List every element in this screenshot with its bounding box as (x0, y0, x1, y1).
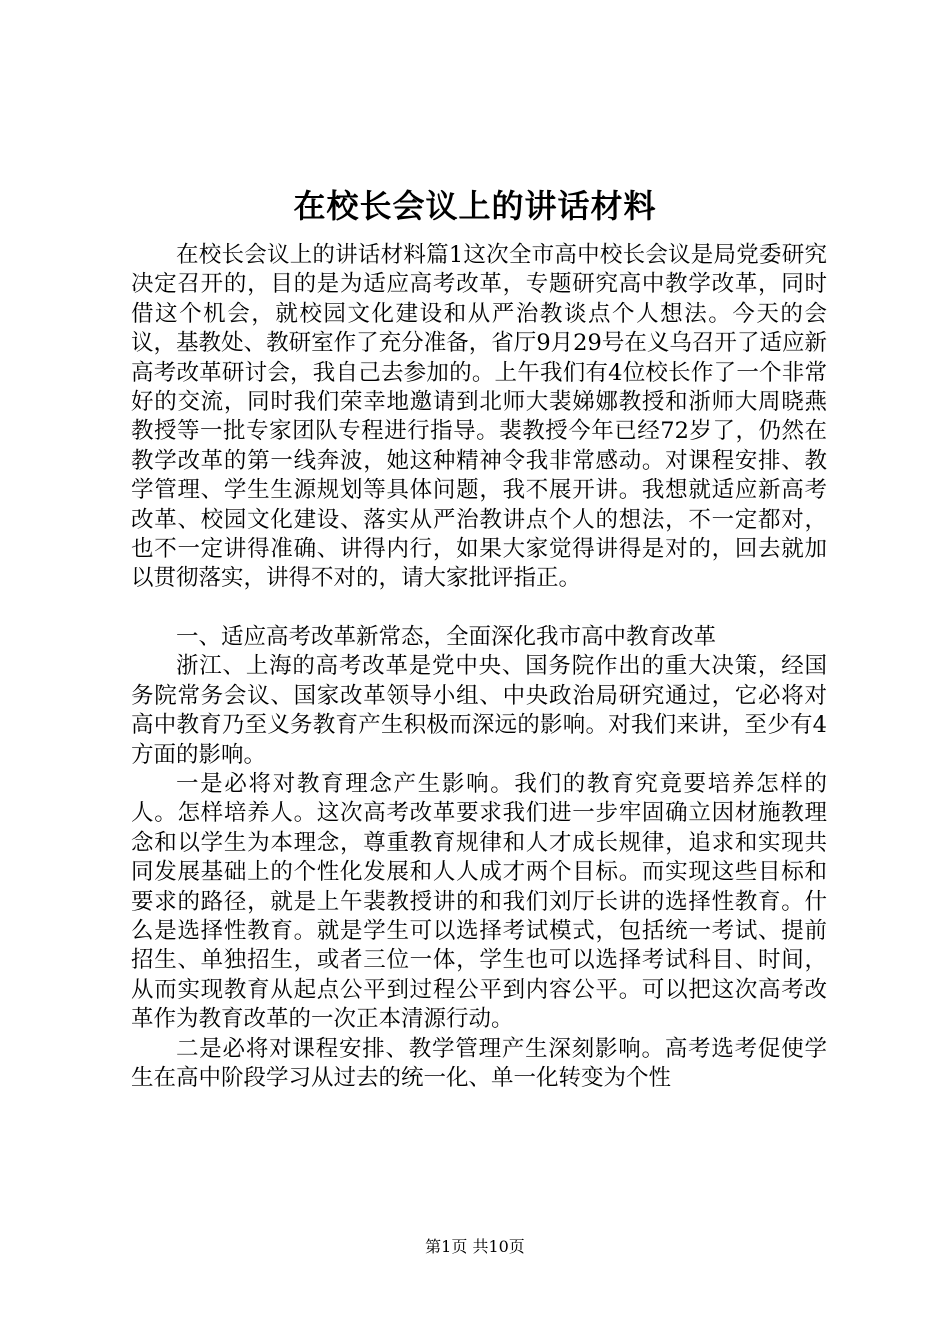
paragraph-point-two: 二是必将对课程安排、教学管理产生深刻影响。高考选考促使学生在高中阶段学习从过去的统一化、单一化转变为个性 (131, 1035, 827, 1091)
document-body (131, 241, 827, 1093)
paragraph-intro: 在校长会议上的讲话材料篇1这次全市高中校长会议是局党委研究决定召开的，目的是为适应高考改革，专题研究高中教学改革，同时借这个机会，就校园文化建设和从严治教谈点个人想法。今天的会议，基教处、教研室作了充分准备，省厅9月29号在义乌召开了适应新高考改革研讨会，我自己去参加的。上午我们有4位校长作了一个非常好的交流，同时我们荣幸地邀请到北师大裴娣娜教授和浙师大周晓燕教授等一批专家团队专程进行指导。裴教授今年已经72岁了，仍然在教学改革的第一线奔波，她这种精神令我非常感动。对课程安排、教学管理、学生生源规划等具体问题，我不展开讲。我想就适应新高考改革、校园文化建设、落实从严治教讲点个人的想法，不一定都对，也不一定讲得准确、讲得内行，如果大家觉得讲得是对的，回去就加以贯彻落实，讲得不对的，请大家批评指正。 (131, 242, 827, 592)
paragraph-spacer (131, 594, 827, 623)
paragraph-reform-impact: 浙江、上海的高考改革是党中央、国务院作出的重大决策，经国务院常务会议、国家改革领导小组、中央政治局研究通过，它必将对高中教育乃至义务教育产生积极而深远的影响。对我们来讲，至少有4方面的影响。 (131, 653, 827, 768)
section-heading: 一、适应高考改革新常态，全面深化我市高中教育改革 (176, 623, 717, 650)
page-number-footer: 第1页 共10页 (425, 1237, 525, 1256)
paragraph-point-one: 一是必将对教育理念产生影响。我们的教育究竟要培养怎样的人。怎样培养人。这次高考改革要求我们进一步牢固确立因材施教理念和以学生为本理念，尊重教育规律和人才成长规律，追求和实现共同发展基础上的个性化发展和人人成才两个目标。而实现这些目标和要求的路径，就是上午裴教授讲的和我们刘厅长讲的选择性教育。什么是选择性教育。就是学生可以选择考试模式，包括统一考试、提前招生、单独招生，或者三位一体，学生也可以选择考试科目、时间，从而实现教育从起点公平到过程公平到内容公平。可以把这次高考改革作为教育改革的一次正本清源行动。 (131, 770, 827, 1033)
document-title: 在校长会议上的讲话材料 (293, 187, 657, 225)
